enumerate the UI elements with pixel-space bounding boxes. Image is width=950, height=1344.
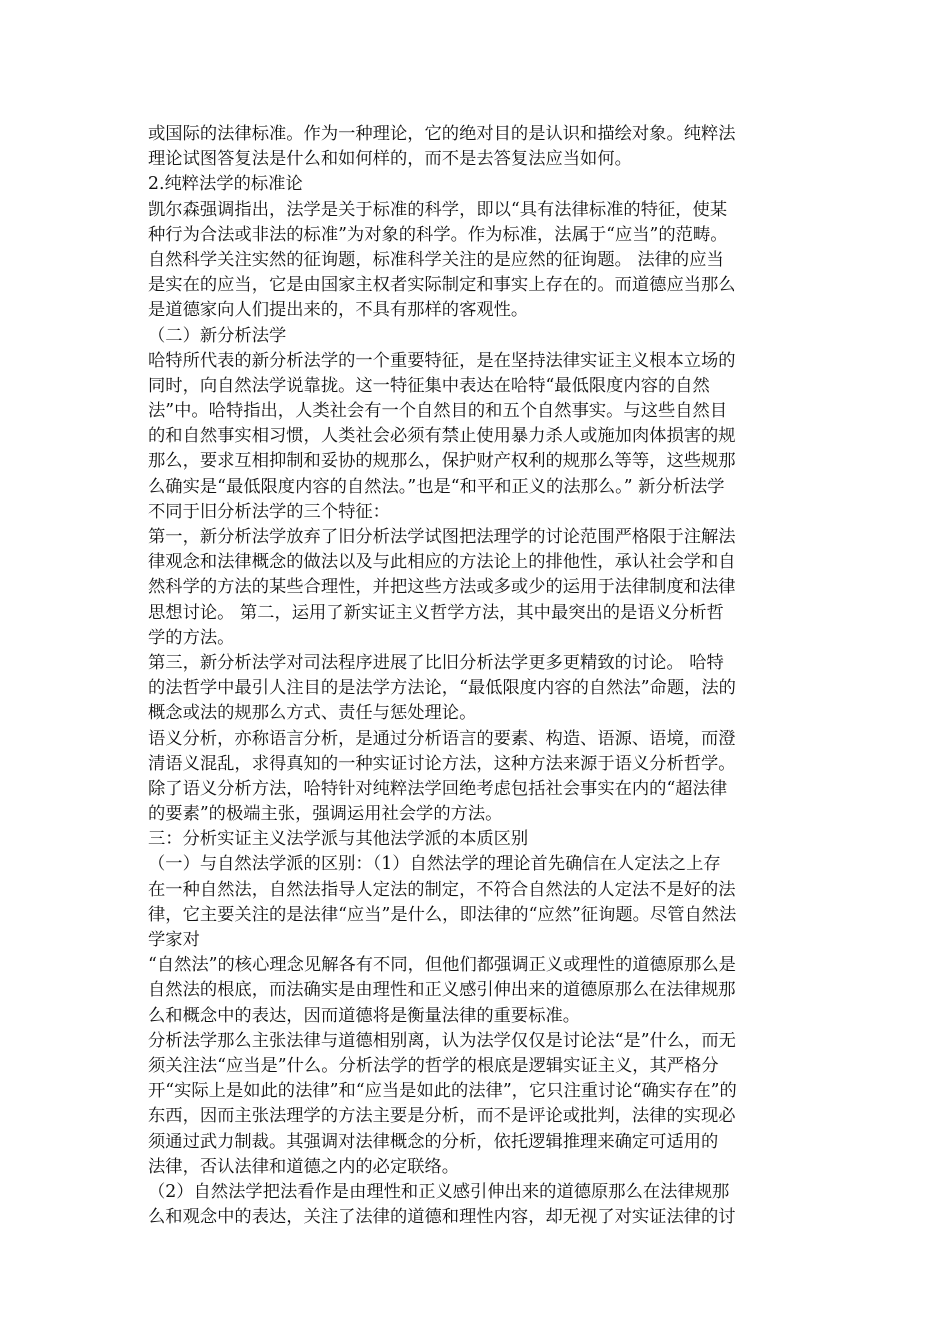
text-line: 么和概念中的表达，因而道德将是衡量法律的重要标准。 xyxy=(148,1005,581,1026)
text-line: 那么，要求互相抑制和妥协的规那么，保护财产权利的规那么等等，这些规那 xyxy=(148,451,736,472)
text-line: 2.纯粹法学的标准论 xyxy=(148,174,303,195)
document-page xyxy=(148,122,810,1230)
text-line: 在一种自然法，自然法指导人定法的制定，不符合自然法的人定法不是好的法 xyxy=(148,879,736,900)
text-line: 凯尔森强调指出，法学是关于标准的科学，即以“具有法律标准的特征，使某 xyxy=(148,199,728,220)
text-line: 同时，向自然法学说靠拢。这一特征集中表达在哈特“最低限度内容的自然 xyxy=(148,375,710,396)
text-line: 三：分析实证主义法学派与其他法学派的本质区别 xyxy=(148,829,529,850)
text-line: 种行为合法或非法的标准”为对象的科学。作为标准，法属于“应当”的范畴。 xyxy=(148,224,728,245)
text-line: “自然法”的核心理念见解各有不同，但他们都强调正义或理性的道德原那么是 xyxy=(148,955,736,976)
text-line: 学的方法。 xyxy=(148,627,235,648)
text-line: 第三，新分析法学对司法程序进展了比旧分析法学更多更精致的讨论。 哈特 xyxy=(148,652,724,673)
text-line: 么和观念中的表达，关注了法律的道德和理性内容，却无视了对实证法律的讨 xyxy=(148,1207,736,1228)
text-line: 除了语义分析方法，哈特针对纯粹法学回绝考虑包括社会事实在内的“超法律 xyxy=(148,778,728,799)
text-line: 的和自然事实相习惯，人类社会必须有禁止使用暴力杀人或施加肉体损害的规 xyxy=(148,426,736,447)
text-line: 然科学的方法的某些合理性，并把这些方法或多或少的运用于法律制度和法律 xyxy=(148,577,736,598)
text-line: 么确实是“最低限度内容的自然法。”也是“和平和正义的法那么。” 新分析法学 xyxy=(148,476,725,497)
text-line: 第一，新分析法学放弃了旧分析法学试图把法理学的讨论范围严格限于注解法 xyxy=(148,527,736,547)
text-line: 的法哲学中最引人注目的是法学方法论，“最低限度内容的自然法”命题，法的 xyxy=(148,678,736,699)
text-line: 或国际的法律标准。作为一种理论，它的绝对目的是认识和描绘对象。纯粹法 xyxy=(148,124,736,144)
text-line: 自然科学关注实然的征询题，标准科学关注的是应然的征询题。 法律的应当 xyxy=(148,249,724,270)
text-line: 自然法的根底，而法确实是由理性和正义感引伸出来的道德原那么在法律规那 xyxy=(148,980,736,1001)
text-line: 哈特所代表的新分析法学的一个重要特征，是在坚持法律实证主义根本立场的 xyxy=(148,350,736,371)
text-line: 是实在的应当，它是由国家主权者实际制定和事实上存在的。而道德应当那么 xyxy=(148,275,736,296)
text-line: 须通过武力制裁。其强调对法律概念的分析，依托逻辑推理来确定可适用的 xyxy=(148,1131,719,1152)
text-line: 开“实际上是如此的法律”和“应当是如此的法律”，它只注重讨论“确实存在”的 xyxy=(148,1081,737,1102)
text-line: 思想讨论。 第二，运用了新实证主义哲学方法，其中最突出的是语义分析哲 xyxy=(148,602,724,623)
text-line: 法”中。哈特指出，人类社会有一个自然目的和五个自然事实。与这些自然目 xyxy=(148,401,728,422)
text-line: 律，它主要关注的是法律“应当”是什么，即法律的“应然”征询题。尽管自然法 xyxy=(148,904,737,925)
text-line: 律观念和法律概念的做法以及与此相应的方法论上的排他性，承认社会学和自 xyxy=(148,552,736,573)
text-line: 须关注法“应当是”什么。分析法学的哲学的根底是逻辑实证主义，其严格分 xyxy=(148,1055,719,1076)
text-line: （2）自然法学把法看作是由理性和正义感引伸出来的道德原那么在法律规那 xyxy=(148,1181,730,1202)
text-line: 不同于旧分析法学的三个特征： xyxy=(148,501,390,522)
text-line: 东西，因而主张法理学的方法主要是分析，而不是评论或批判，法律的实现必 xyxy=(148,1106,736,1127)
text-line: 清语义混乱，求得真知的一种实证讨论方法，这种方法来源于语义分析哲学。 xyxy=(148,753,736,774)
text-line: 概念或法的规那么方式、责任与惩处理论。 xyxy=(148,703,477,724)
text-line: 理论试图答复法是什么和如何样的，而不是去答复法应当如何。 xyxy=(148,149,632,170)
text-line: 法律，否认法律和道德之内的必定联络。 xyxy=(148,1156,460,1177)
text-line: 学家对 xyxy=(148,930,200,950)
text-line: 的要素”的极端主张，强调运用社会学的方法。 xyxy=(148,804,503,825)
text-line: （二）新分析法学 xyxy=(148,325,287,346)
text-line: 分析法学那么主张法律与道德相别离，认为法学仅仅是讨论法“是”什么，而无 xyxy=(148,1030,736,1051)
text-line: （一）与自然法学派的区别：（1）自然法学的理论首先确信在人定法之上存 xyxy=(148,854,721,875)
text-line: 是道德家向人们提出来的，不具有那样的客观性。 xyxy=(148,300,529,321)
text-line: 语义分析，亦称语言分析，是通过分析语言的要素、构造、语源、语境，而澄 xyxy=(148,728,736,749)
